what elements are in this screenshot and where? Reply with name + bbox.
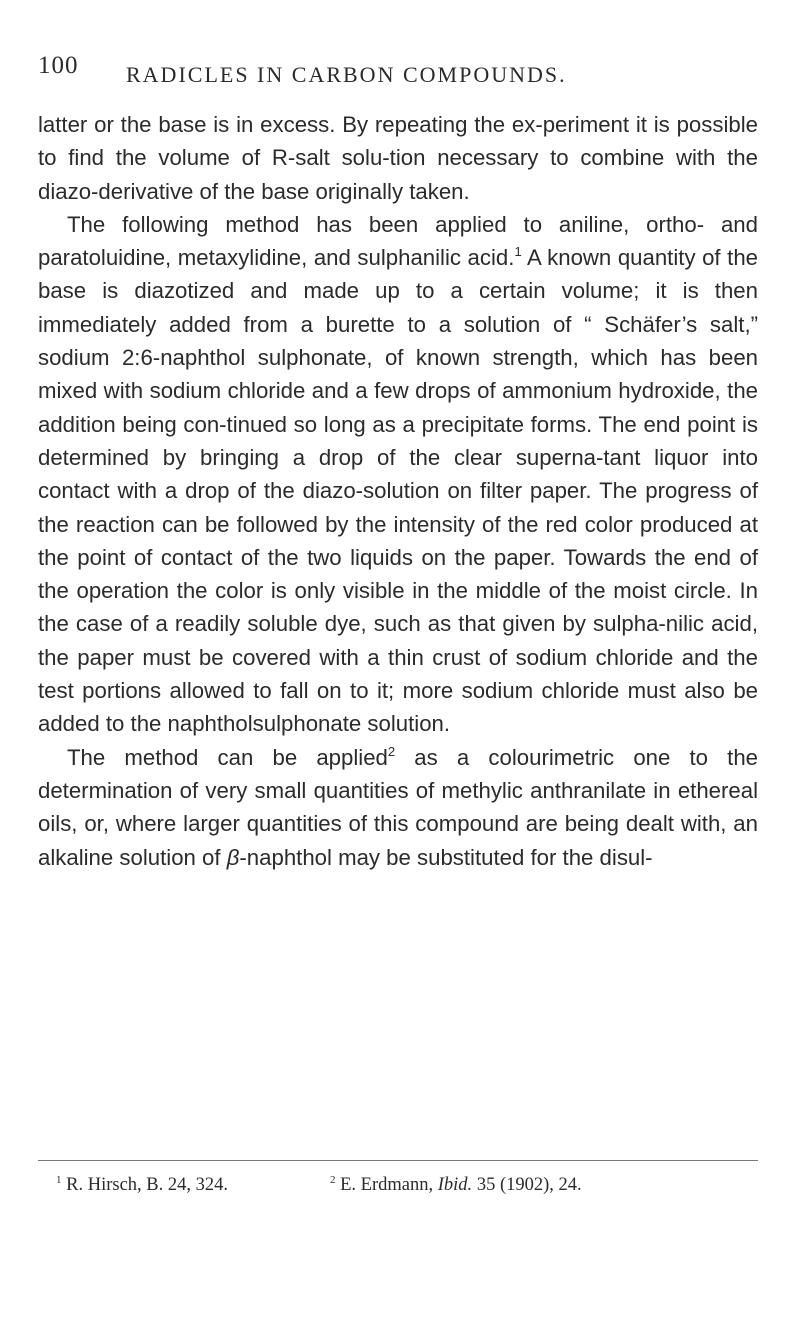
running-header [38,52,758,92]
paragraph-2-text-end: A known quantity of the base is diazotized and made up to a certain volume; it is then immediately added from a burette to a solution of “ Schäfer’s salt,” sodium 2:6-naphthol sulphonate, of known strength, which has been mixed with sodium chloride and a few drops of ammonium hydroxide, the addition being con-tinued so long as a precipitate forms. The end point is determined by bringing a drop of the clear superna-tant liquor into contact with a drop of the diazo-solution on filter paper. The progress of the reaction can be followed by the intensity of the red color produced at the point of contact of the two liquids on the paper. Towards the end of the operation the color is only visible in the middle of the moist circle. In the case of a readily soluble dye, such as that given by sulpha-nilic acid, the paper must be covered with a thin crust of sodium chloride and the test portions allowed to fall on to it; more sodium chloride must also be added to the naphtholsulphonate solution. [38,245,758,737]
paragraph-1-text: latter or the base is in excess. By repeating the ex-periment it is possible to find the volume of R-salt solu-tion necessary to combine with the diazo-derivative of the base originally taken. [38,112,758,204]
paragraph-3-text-start: The method can be applied [67,744,388,770]
footnote-2-marker: 2 [330,1174,336,1186]
footnote-2 [330,1172,582,1198]
paragraph-3-text-middle: as a colourimetric one to the determination of very small quantities of methylic anthranilate in ethereal oils, or, where larger quantities of this compound are being dealt with, an alkaline solution of [38,744,759,870]
paragraph-2-text-start: The following method has been applied to aniline, ortho- and paratoluidine, metaxylidine, and sulphanilic acid. [38,211,758,271]
footnote-divider [38,1160,758,1161]
page-number: 100 [38,52,79,79]
paragraph-2 [38,208,758,741]
paragraph-3-text-end: -naphthol may be substituted for the disul- [239,844,653,870]
footnote-1 [56,1172,228,1198]
running-title: RADICLES IN CARBON COMPOUNDS. [126,62,567,87]
beta-symbol: β [226,844,240,870]
paragraph-3 [38,741,758,874]
footnote-2-author: E. Erdmann, [340,1175,434,1195]
footnote-2-citation: 35 (1902), 24. [476,1175,582,1195]
book-page [38,0,758,1332]
footnote-1-marker: 1 [56,1174,62,1186]
footnote-2-journal: Ibid. [437,1175,473,1195]
footnote-ref-1: 1 [514,244,522,260]
footnote-ref-2: 2 [387,743,396,759]
body-text [38,108,758,874]
footnote-1-text: R. Hirsch, B. 24, 324. [66,1175,228,1195]
paragraph-1 [38,108,758,208]
